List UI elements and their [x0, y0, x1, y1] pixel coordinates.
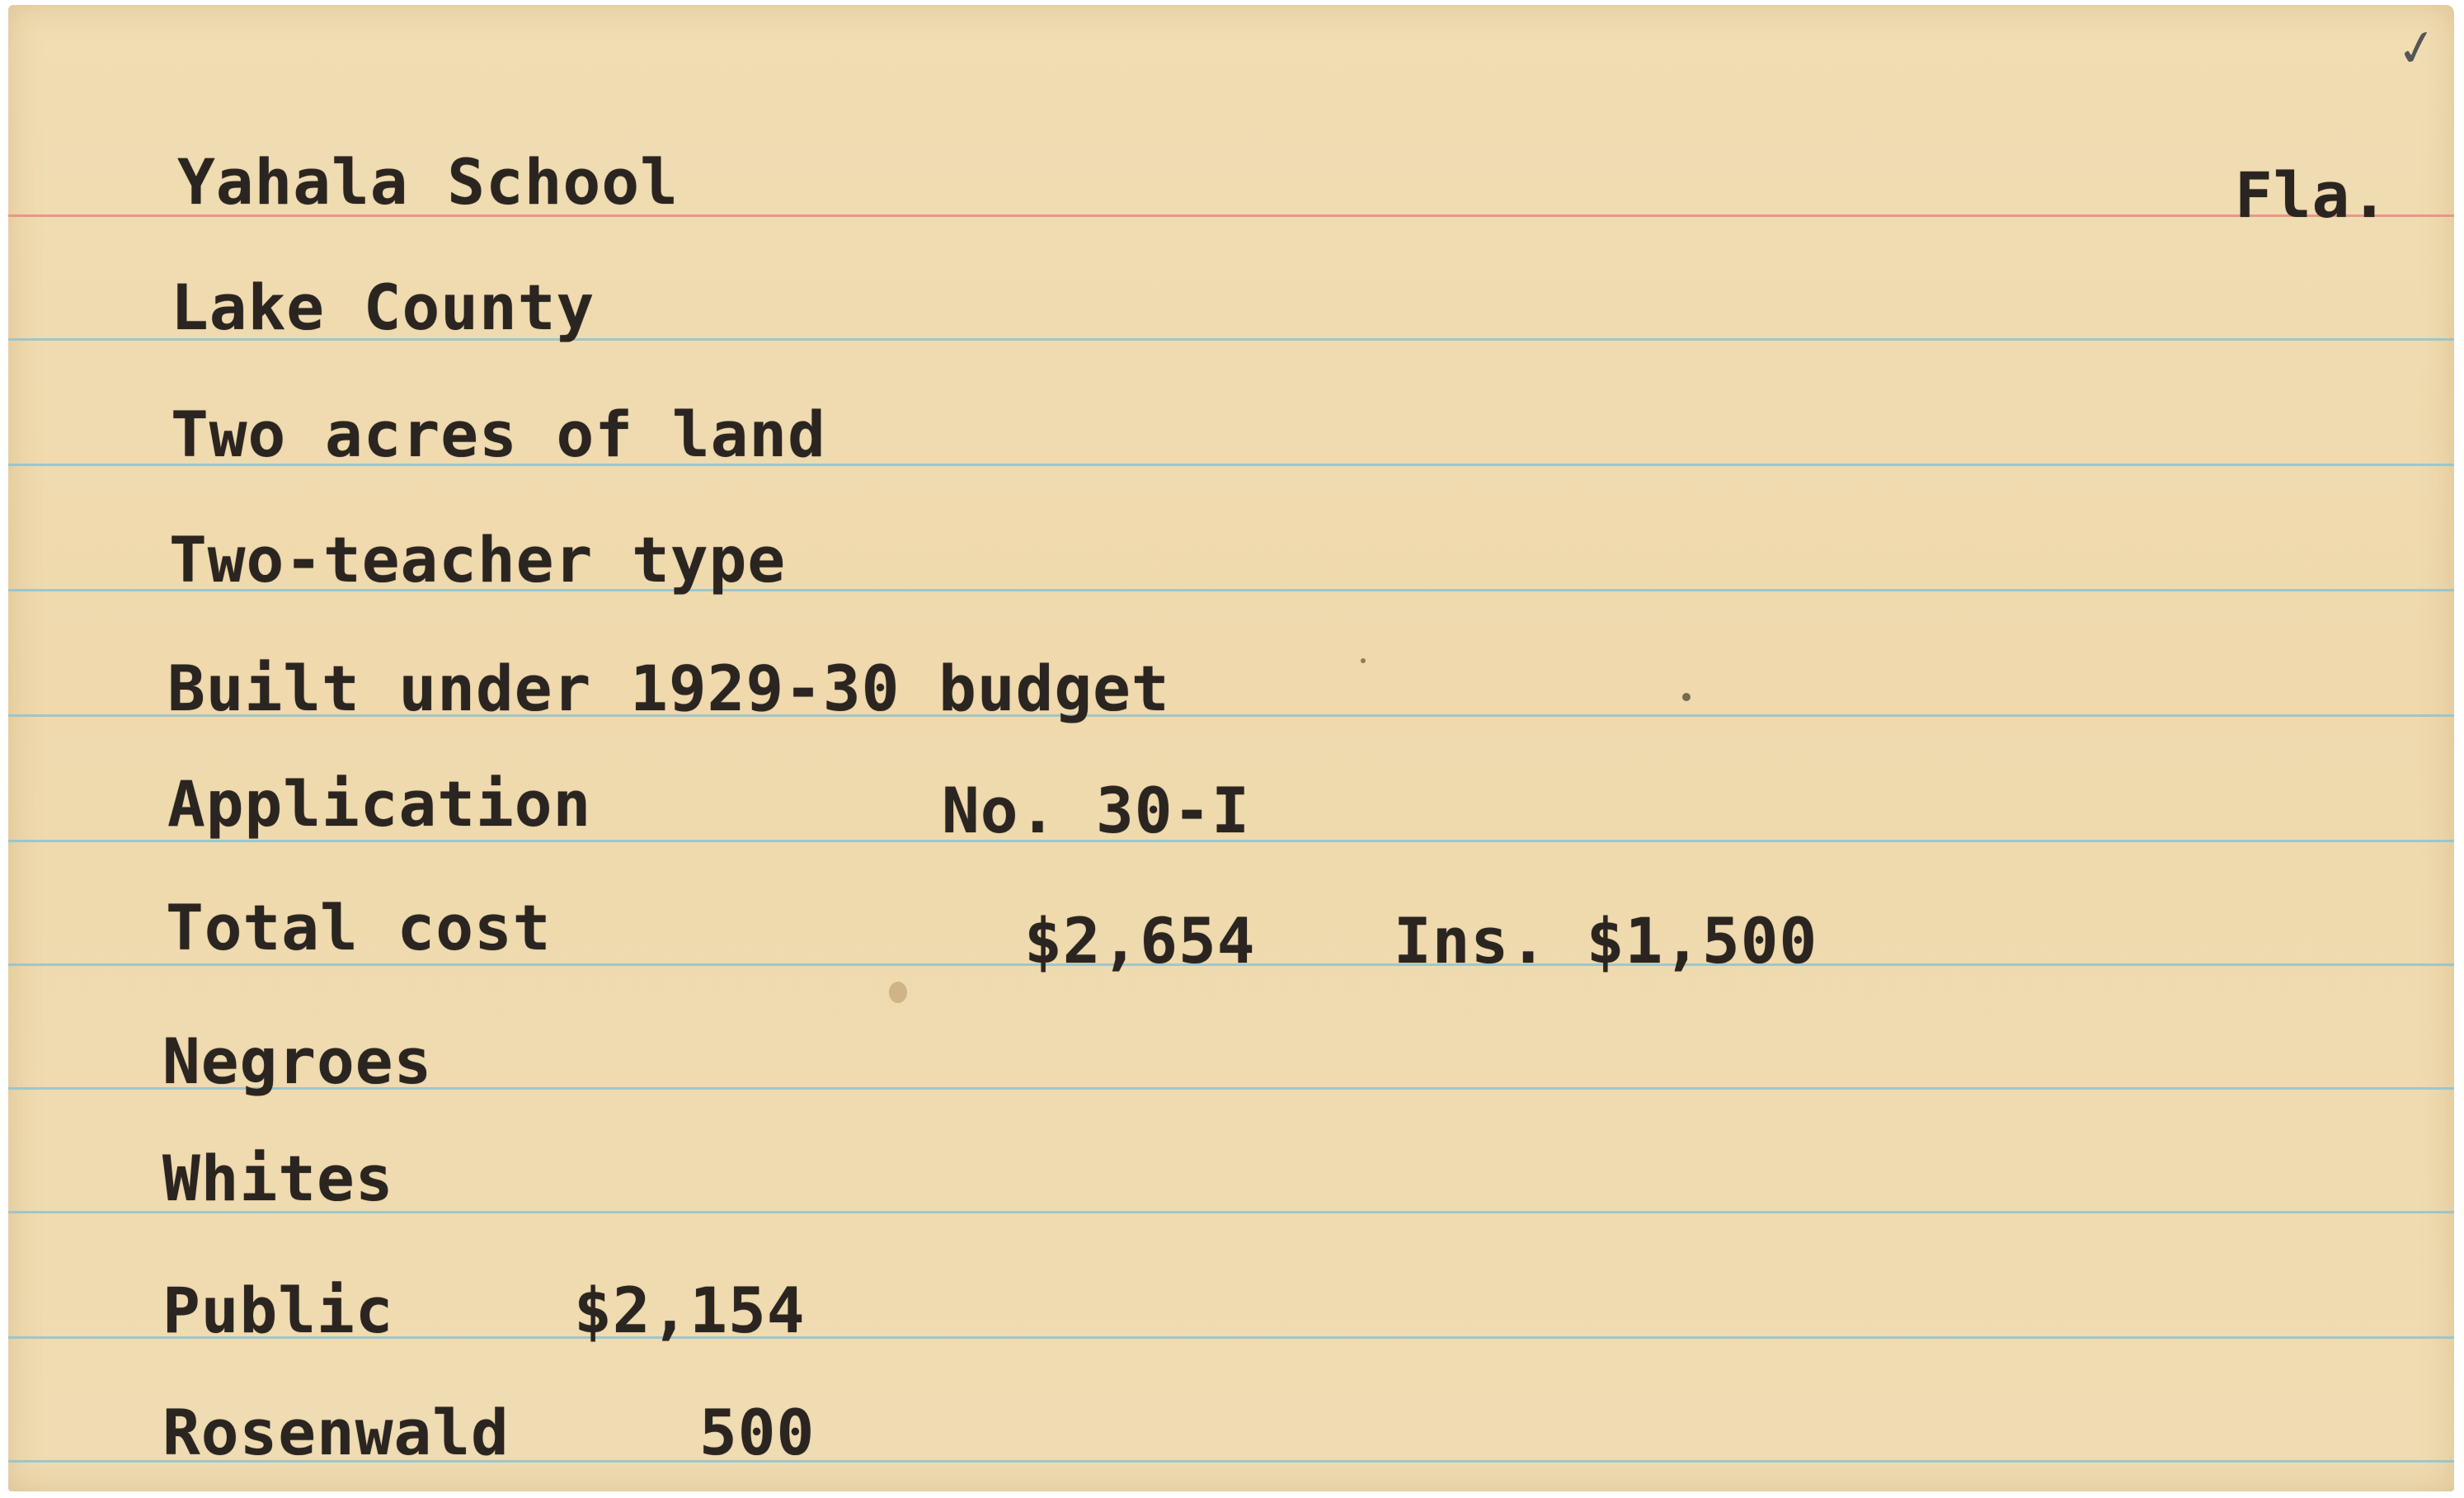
check-mark-icon: ✓	[2391, 16, 2443, 81]
whites-label: Whites	[162, 1142, 394, 1215]
public-label: Public	[162, 1274, 394, 1347]
school-type: Two-teacher type	[169, 523, 787, 596]
application-label: Application	[167, 767, 592, 841]
land-size: Two acres of land	[171, 398, 826, 471]
public-value: $2,154	[574, 1274, 806, 1347]
negroes-label: Negroes	[162, 1025, 433, 1098]
application-number: No. 30-I	[942, 774, 1251, 847]
ink-dot	[1361, 658, 1366, 663]
ink-dot	[1682, 693, 1690, 701]
budget-year: Built under 1929-30 budget	[167, 652, 1170, 725]
rosenwald-label: Rosenwald	[162, 1396, 510, 1469]
state-abbrev: Fla.	[2235, 158, 2390, 232]
stain-mark	[889, 982, 907, 1003]
total-cost-label: Total cost	[166, 891, 552, 964]
insurance-value: Ins. $1,500	[1394, 904, 1818, 977]
county: Lake County	[171, 271, 595, 344]
index-card	[8, 5, 2454, 1491]
rosenwald-value: 500	[699, 1396, 816, 1469]
school-name: Yahala School	[177, 145, 679, 219]
total-cost-value: $2,654	[1024, 904, 1256, 977]
